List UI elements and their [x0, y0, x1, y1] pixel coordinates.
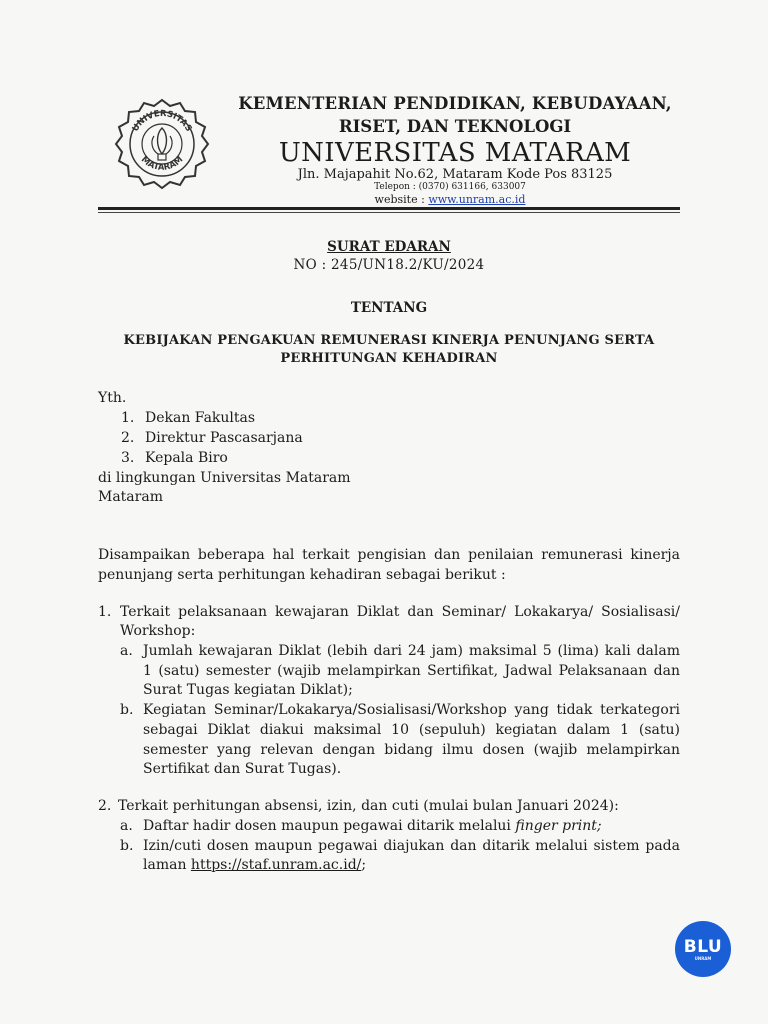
- point-2b-prefix: laman: [143, 857, 191, 873]
- point-1-number: 1.: [98, 604, 112, 620]
- recipient-item: Dekan Fakultas: [145, 410, 256, 426]
- point-1a-label: a.: [120, 643, 133, 659]
- point-2-line-1: Terkait perhitungan absensi, izin, dan cuti (mulai bulan Januari 2024):: [118, 798, 619, 814]
- point-2-number: 2.: [98, 798, 112, 814]
- letterhead-divider: [98, 207, 680, 210]
- intro-line-1: Disampaikan beberapa hal terkait pengisian dan penilaian remunerasi kinerja: [98, 547, 680, 563]
- svg-text:MATARAM: [139, 155, 185, 173]
- point-2b-suffix: ;: [361, 857, 367, 873]
- point-1b-line-2: sebagai Diklat diakui maksimal 10 (sepuluh) kegiatan dalam 1 (satu): [143, 722, 680, 738]
- recipient-number: 3.: [121, 450, 135, 466]
- recipient-item: Kepala Biro: [145, 450, 228, 466]
- point-2a-italic: finger print;: [515, 818, 602, 834]
- point-1a-line-1: Jumlah kewajaran Diklat (lebih dari 24 jam) maksimal 5 (lima) kali dalam: [143, 643, 680, 659]
- svg-text:UNIVERSITAS: [131, 109, 194, 134]
- point-1-line-2: Workshop:: [120, 623, 196, 639]
- recipient-item: Direktur Pascasarjana: [145, 430, 303, 446]
- logo-bottom-text: MATARAM: [138, 154, 186, 173]
- about-heading: TENTANG: [350, 300, 428, 316]
- recipient-number: 2.: [121, 430, 135, 446]
- recipient-location: di lingkungan Universitas Mataram: [98, 470, 351, 486]
- university-logo-icon: [110, 96, 214, 192]
- university-phone: Telepon : (0370) 631166, 633007: [374, 182, 526, 192]
- point-1a-line-2: 1 (satu) semester (wajib melampirkan Sertifikat, Jadwal Pelaksanaan dan: [143, 663, 680, 679]
- point-2a-label: a.: [120, 818, 133, 834]
- point-2b-label: b.: [120, 838, 134, 854]
- point-1b-label: b.: [120, 702, 134, 718]
- point-2b-line-1: Izin/cuti dosen maupun pegawai diajukan dan ditarik melalui sistem pada: [143, 838, 680, 854]
- document-number: NO : 245/UN18.2/KU/2024: [293, 257, 485, 273]
- website-label: website :: [374, 193, 429, 206]
- point-1a-line-3: Surat Tugas kegiatan Diklat);: [143, 682, 353, 698]
- website-link[interactable]: www.unram.ac.id: [428, 193, 526, 206]
- university-address: Jln. Majapahit No.62, Mataram Kode Pos 83125: [297, 167, 613, 182]
- staf-portal-link[interactable]: https://staf.unram.ac.id/: [190, 857, 362, 873]
- subject-line-2: PERHITUNGAN KEHADIRAN: [280, 351, 498, 366]
- intro-line-2: penunjang serta perhitungan kehadiran sebagai berikut :: [98, 567, 506, 583]
- ministry-line-2: RISET, DAN TEKNOLOGI: [338, 117, 572, 136]
- document-type: SURAT EDARAN: [327, 239, 451, 255]
- university-website: [300, 193, 600, 206]
- blu-badge-text: BLU: [683, 936, 723, 957]
- point-2a-main: Daftar hadir dosen maupun pegawai ditarik melalui: [143, 818, 516, 834]
- blu-badge-icon: [675, 921, 731, 977]
- university-name: UNIVERSITAS MATARAM: [278, 138, 632, 168]
- point-1b-line-1: Kegiatan Seminar/Lokakarya/Sosialisasi/Workshop yang tidak terkategori: [143, 702, 680, 718]
- blu-badge-sub: UNRAM: [694, 955, 712, 961]
- salutation: Yth.: [98, 390, 127, 406]
- letterhead-divider-thin: [98, 212, 680, 213]
- logo-top-text: UNIVERSITAS: [130, 108, 194, 134]
- subject-line-1: KEBIJAKAN PENGAKUAN REMUNERASI KINERJA PENUNJANG SERTA: [123, 333, 655, 348]
- recipient-city: Mataram: [98, 489, 163, 505]
- point-1-line-1: Terkait pelaksanaan kewajaran Diklat dan Seminar/ Lokakarya/ Sosialisasi/: [120, 604, 680, 620]
- point-1b-line-3: semester yang relevan dengan bidang ilmu dosen (wajib melampirkan: [143, 742, 680, 758]
- ministry-line-1: KEMENTERIAN PENDIDIKAN, KEBUDAYAAN,: [238, 94, 672, 113]
- point-1b-line-4: Sertifikat dan Surat Tugas).: [143, 761, 342, 777]
- recipient-number: 1.: [121, 410, 135, 426]
- point-2b-line-2: [143, 855, 366, 875]
- point-2a-text: [143, 816, 602, 836]
